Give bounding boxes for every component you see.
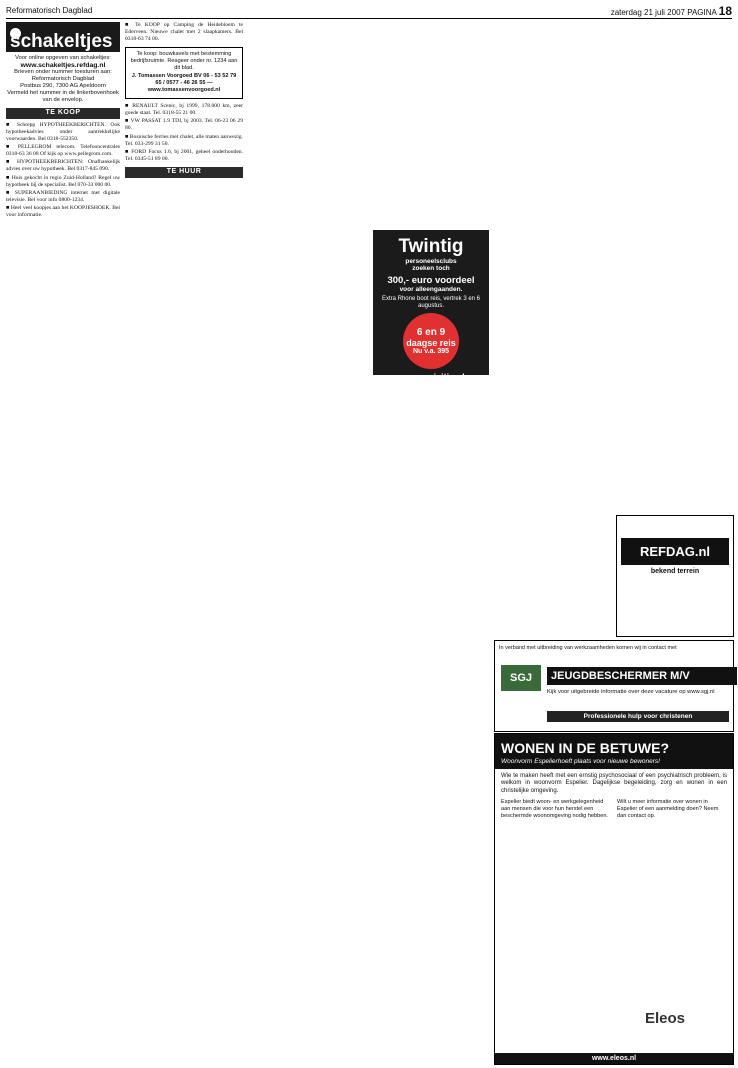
twintig-line: voor alleengaanden.	[399, 286, 463, 293]
wonen-columns	[501, 799, 727, 819]
intro-line: Voor online opgeven van schakeltjes:	[15, 54, 111, 61]
section-heading-te-koop: TE KOOP	[6, 108, 120, 119]
classified-ad: ■ PELLEGROM telecom. Telefooncentrales 0318-63 36 08 Of kijk op www.pellegrom.com.	[6, 144, 120, 157]
tomassen-ad-contact: J. Tomassen Voorgoed BV 06 - 53 52 79 65 / 0577 - 46 26 55 — www.tomassenvoorgoed.nl	[131, 72, 237, 93]
intro-url[interactable]: www.schakeltjes.refdag.nl	[20, 61, 106, 69]
classified-ad: ■ HYPOTHEEKBERICHTEN: Onafhankelijk advies over uw hypotheek. Bel 0317-845 090.	[6, 159, 120, 173]
classified-ad: ■ RENAULT Scenic, bj 1999, 178.000 km, zeer goede staat. Tel. 0318-55 21 00.	[125, 103, 243, 117]
page-label: PAGINA	[687, 8, 717, 17]
column-1	[6, 22, 120, 1062]
classified-ad: ■ SUPERAANBIEDING internet met digitale televisie. Bel voor info 0800-1234.	[6, 189, 120, 203]
intro-line: Reformatorisch Dagblad	[31, 75, 95, 82]
publication-name: Reformatorisch Dagblad	[6, 6, 93, 15]
twintig-travel-ad	[373, 230, 489, 382]
wonen-column-text: Wilt u meer informatie over wonen in Espelier of een aanmelding doen? Neem dan contact op.	[617, 799, 719, 819]
classified-ad: ■ VW PASSAT 1.9 TDI, bj 2003. Tel. 06-23 06 29 80.	[125, 118, 243, 132]
twintig-details: Extra Rhone boot reis, vertrek 3 en 6 augustus.	[381, 296, 481, 309]
section-heading-te-huur: TE HUUR	[125, 167, 243, 178]
twintig-title: Twintig	[398, 236, 464, 257]
classified-ad: ■ Bosnische ferries met chalet, alle maten aanwezig. Tel. 033-299 31 50.	[125, 133, 243, 147]
classified-ad: ■ Schrepp HYPOTHEEKBERICHTEN. Ook hypotheekadvies onder aantrekkelijke voorwaarden. Bel 0318-552350.	[6, 121, 120, 142]
classified-ad: ■ Heel veel koopjes aan het KOOPJESHOEK. Bel voor informatie.	[6, 205, 120, 219]
logo-text: schakeltjes	[10, 31, 113, 52]
twintig-line: zoeken toch	[412, 265, 450, 272]
wonen-subheadline: Woonvorm Espelierhoeft plaats voor nieuwe bewoners!	[495, 758, 733, 769]
wonen-lead: Wie te maken heeft met een ernstig psychosociaal of een psychiatrisch probleem, is welkom in woonvorm Espelier. Dagelijkse begeleiding, zorg en wonen in een christelijke omgeving.	[501, 773, 727, 794]
sgj-note: In verband met uitbreiding van werkzaamheden komen wij in contact met	[499, 645, 677, 651]
twintig-url[interactable]: www.amicitia.nl	[397, 372, 465, 382]
page-number: 18	[718, 4, 732, 18]
eleos-url[interactable]: www.eleos.nl	[495, 1053, 733, 1064]
twintig-offer: 300,- euro voordeel	[387, 275, 475, 286]
classified-ad: ■ Huis gekocht in regio Zuid-Holland? Regel uw hypotheek bij de specialist. Bel 070-33 000 00.	[6, 174, 120, 188]
tomassen-ad-text: Te koop: bouwkavels met bestemming bedrijfsruimte. Reageer onder nr. 1234 aan dit blad.	[130, 50, 238, 71]
sgj-vacancy-ad	[494, 640, 734, 732]
refdag-ad	[616, 515, 734, 637]
circle-text: 6 en 9	[416, 327, 446, 338]
issue-date: zaterdag 21 juli 2007	[610, 8, 685, 17]
circle-text: Nu v.a. 395	[412, 348, 450, 355]
circle-text: daagse reis	[406, 338, 456, 348]
refdag-slogan: bekend terrein	[650, 568, 700, 575]
sgj-title: JEUGDBESCHERMER M/V	[547, 667, 737, 685]
classified-ad: ■ Te KOOP op Camping de Heidebloem te Ederveen. Nieuwe chalet met 2 slaapkamers. Bel 0318-63 74 00.	[125, 22, 243, 42]
twintig-price-circle	[403, 313, 459, 369]
column-2	[125, 22, 243, 1062]
intro-line: Postbus 290, 7300 AG Apeldoorn	[20, 82, 106, 89]
wonen-betuwe-ad	[494, 733, 734, 1065]
tomassen-ad	[125, 47, 243, 99]
intro-line: Vermeld het nummer in de linkerbovenhoek van de envelop.	[7, 89, 119, 103]
sgj-text: Kijk voor uitgebreide informatie over deze vacature op www.sgj.nl	[547, 689, 715, 695]
refdag-logo: REFDAG.nl	[621, 538, 729, 565]
sgj-tagline: Professionele hulp voor christenen	[547, 711, 729, 722]
eleos-logo: Eleos	[645, 1010, 686, 1027]
page-header	[6, 4, 732, 19]
twintig-line: personeelsclubs	[405, 258, 457, 265]
wonen-column-text: Espelier biedt woon- en werkgelegenheid aan mensen die voor hun herstel een beschermde woonomgeving nodig hebben.	[501, 799, 608, 819]
intro-line: Brieven onder nummer toesturen aan:	[14, 68, 112, 75]
schakeltjes-logo	[6, 22, 120, 52]
wonen-headline: WONEN IN DE BETUWE?	[495, 734, 733, 758]
classified-ad: ■ FORD Focus 1.6, bj 2001, geheel onderhouden. Tel. 0345-51 89 00.	[125, 149, 243, 162]
intro-block	[6, 55, 120, 104]
sgj-logo: SGJ	[501, 665, 541, 691]
date-and-page	[611, 4, 732, 18]
